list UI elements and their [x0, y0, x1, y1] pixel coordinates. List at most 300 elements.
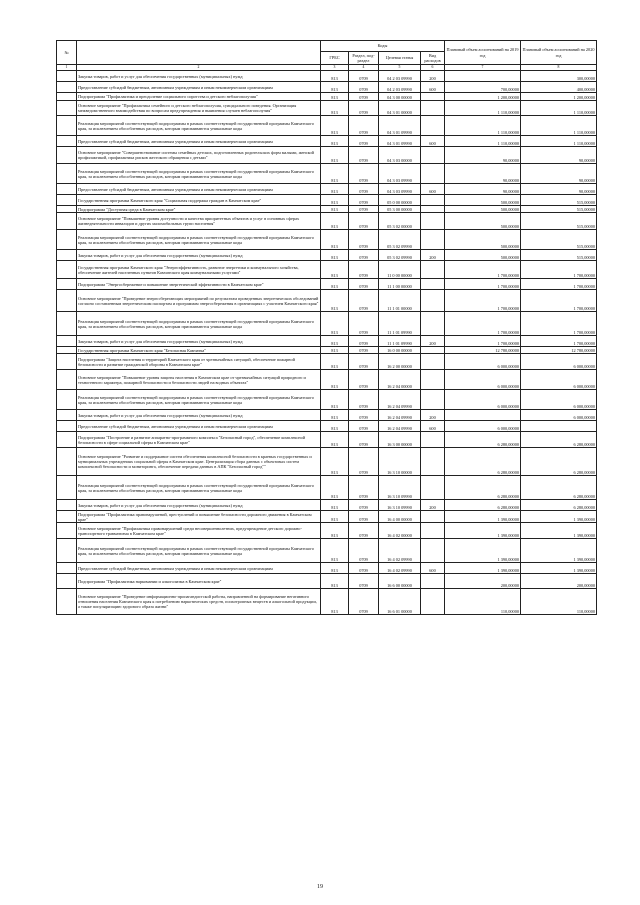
row-name-cell: Основное мероприятие "Повышение уровня доступности и качества приоритетных объектов и услуг в основных сферах жизнедеятельности инвалидов и других маломобильных групп населения" [77, 213, 321, 230]
table-row [57, 261, 597, 279]
row-vid-cell: 600 [421, 136, 445, 147]
row-grbs-cell: 813 [321, 563, 349, 574]
header-codes: Коды [321, 41, 445, 52]
row-target-cell: 04 3 03 09990 [379, 184, 421, 195]
row-number-cell [57, 410, 77, 421]
table-row [57, 290, 597, 312]
row-2020-cell: 400,00000 [521, 82, 597, 93]
row-razdel-cell: 0709 [349, 230, 379, 250]
row-vid-cell [421, 354, 445, 370]
row-target-cell: 05 3 02 09990 [379, 250, 421, 261]
row-grbs-cell: 813 [321, 312, 349, 336]
row-razdel-cell: 0709 [349, 448, 379, 476]
row-razdel-cell: 0709 [349, 93, 379, 101]
row-vid-cell [421, 476, 445, 500]
row-target-cell: 16 4 02 09990 [379, 563, 421, 574]
table-row [57, 432, 597, 448]
row-2019-cell: 6 280,00000 [445, 476, 521, 500]
row-vid-cell: 200 [421, 250, 445, 261]
row-razdel-cell: 0709 [349, 101, 379, 116]
table-row [57, 206, 597, 213]
table-row [57, 523, 597, 539]
row-2020-cell: 1 390,00000 [521, 511, 597, 523]
row-grbs-cell: 813 [321, 261, 349, 279]
row-vid-cell [421, 101, 445, 116]
row-2019-cell: 90,00000 [445, 184, 521, 195]
row-2019-cell: 500,00000 [445, 250, 521, 261]
row-2019-cell: 1 390,00000 [445, 511, 521, 523]
row-name-cell: Основное мероприятие "Профилактика семейного и детского неблагополучия, суицидального поведения. Организация межведомственного взаимодействия по вопросам предупреждения и выявления случаев неблагополучия" [77, 101, 321, 116]
row-vid-cell [421, 147, 445, 164]
row-number-cell [57, 347, 77, 354]
row-2019-cell: 1 700,00000 [445, 290, 521, 312]
row-2019-cell: 110,00000 [445, 589, 521, 615]
row-number-cell [57, 147, 77, 164]
col-index-8: 8 [521, 65, 597, 71]
row-2020-cell: 6 000,00000 [521, 410, 597, 421]
row-grbs-cell: 813 [321, 523, 349, 539]
row-number-cell [57, 432, 77, 448]
row-2019-cell: 1 390,00000 [445, 539, 521, 563]
row-2020-cell: 300,00000 [521, 71, 597, 82]
row-2020-cell: 515,00000 [521, 250, 597, 261]
row-name-cell: Реализация мероприятий соответствующей подпрограммы в рамках соответствующей государственной программы Камчатского края, за исключением обособленных расходов, которым присваиваются уникальные коды [77, 390, 321, 410]
row-vid-cell [421, 93, 445, 101]
row-vid-cell [421, 390, 445, 410]
row-2019-cell: 500,00000 [445, 206, 521, 213]
row-vid-cell [421, 539, 445, 563]
row-2019-cell: 1 700,00000 [445, 312, 521, 336]
row-target-cell: 11 1 00 00000 [379, 279, 421, 290]
table-row [57, 147, 597, 164]
row-2019-cell: 6 000,00000 [445, 354, 521, 370]
row-vid-cell [421, 116, 445, 136]
row-name-cell: Основное мероприятие "Проведение информационно-пропагандистской работы, направленной на формирование негативного отношения населения Камчатского края к потреблению наркотических средств, психотропных веществ и алкогольной продукции, а также популяризацию здорового образа жизни" [77, 589, 321, 615]
row-2020-cell: 90,00000 [521, 147, 597, 164]
row-grbs-cell: 813 [321, 101, 349, 116]
budget-table-sheet [56, 40, 596, 615]
table-row [57, 116, 597, 136]
row-razdel-cell: 0709 [349, 206, 379, 213]
row-grbs-cell: 813 [321, 195, 349, 206]
row-number-cell [57, 448, 77, 476]
table-row [57, 563, 597, 574]
row-razdel-cell: 0709 [349, 250, 379, 261]
row-number-cell [57, 195, 77, 206]
row-grbs-cell: 813 [321, 370, 349, 390]
row-name-cell: Государственная программа Камчатского края "Социальная поддержка граждан в Камчатском крае" [77, 195, 321, 206]
row-target-cell: 16 3 10 09990 [379, 500, 421, 511]
table-row [57, 279, 597, 290]
row-target-cell: 11 1 01 09990 [379, 312, 421, 336]
table-row [57, 476, 597, 500]
row-2019-cell: 6 280,00000 [445, 432, 521, 448]
row-vid-cell [421, 432, 445, 448]
row-target-cell: 04 3 01 09990 [379, 136, 421, 147]
row-name-cell: Предоставление субсидий бюджетным, автономным учреждениям и иным некоммерческим организациям [77, 421, 321, 432]
row-2020-cell: 12 780,00000 [521, 347, 597, 354]
row-2019-cell: 1 390,00000 [445, 523, 521, 539]
row-name-cell: Реализация мероприятий соответствующей подпрограммы в рамках соответствующей государственной программы Камчатского края, за исключением обособленных расходов, которым присваиваются уникальные коды [77, 539, 321, 563]
row-name-cell: Закупка товаров, работ и услуг для обеспечения государственных (муниципальных) нужд [77, 500, 321, 511]
table-row [57, 136, 597, 147]
row-name-cell: Реализация мероприятий соответствующей подпрограммы в рамках соответствующей государственной программы Камчатского края, за исключением обособленных расходов, которым присваиваются уникальные коды [77, 116, 321, 136]
row-name-cell: Закупка товаров, работ и услуг для обеспечения государственных (муниципальных) нужд [77, 336, 321, 347]
row-vid-cell [421, 279, 445, 290]
col-index-6: 6 [421, 65, 445, 71]
row-2019-cell: 200,00000 [445, 574, 521, 589]
row-number-cell [57, 539, 77, 563]
row-name-cell: Реализация мероприятий соответствующей подпрограммы в рамках соответствующей государственной программы Камчатского края, за исключением обособленных расходов, которым присваиваются уникальные коды [77, 164, 321, 184]
row-2019-cell: 90,00000 [445, 164, 521, 184]
row-target-cell: 05 3 02 09990 [379, 230, 421, 250]
col-index-4: 4 [349, 65, 379, 71]
row-grbs-cell: 813 [321, 336, 349, 347]
table-row [57, 336, 597, 347]
row-2019-cell: 1 700,00000 [445, 279, 521, 290]
row-2020-cell: 1 700,00000 [521, 279, 597, 290]
row-2020-cell: 515,00000 [521, 213, 597, 230]
row-razdel-cell: 0709 [349, 511, 379, 523]
row-grbs-cell: 813 [321, 82, 349, 93]
row-razdel-cell: 0709 [349, 71, 379, 82]
row-name-cell: Основное мероприятие "Проведение энергосберегающих мероприятий по результатам проведенных энергетических обследований согласно составленным энергетическим паспортам и программам энергосбережения в организациях с участием Камчатского края" [77, 290, 321, 312]
row-name-cell: Предоставление субсидий бюджетным, автономным учреждениям и иным некоммерческим организациям [77, 82, 321, 93]
row-number-cell [57, 116, 77, 136]
row-name-cell: Подпрограмма "Профилактика наркомании и алкоголизма в Камчатском крае" [77, 574, 321, 589]
row-number-cell [57, 93, 77, 101]
row-vid-cell [421, 448, 445, 476]
row-target-cell: 16 2 04 09990 [379, 410, 421, 421]
row-razdel-cell: 0709 [349, 312, 379, 336]
row-name-cell: Предоставление субсидий бюджетным, автономным учреждениям и иным некоммерческим организациям [77, 184, 321, 195]
header-target: Целевая статья [379, 52, 421, 65]
table-row [57, 589, 597, 615]
row-razdel-cell: 0709 [349, 184, 379, 195]
row-number-cell [57, 136, 77, 147]
col-index-1: 1 [57, 65, 77, 71]
row-target-cell: 16 6 00 00000 [379, 574, 421, 589]
row-name-cell: Реализация мероприятий соответствующей подпрограммы в рамках соответствующей государственной программы Камчатского края, за исключением обособленных расходов, которым присваиваются уникальные коды [77, 476, 321, 500]
table-row [57, 230, 597, 250]
row-vid-cell: 200 [421, 71, 445, 82]
row-name-cell: Подпрограмма "Профилактика правонарушений, преступлений и повышение безопасности дорожного движения в Камчатском крае" [77, 511, 321, 523]
row-2019-cell: 1 200,00000 [445, 93, 521, 101]
row-grbs-cell: 813 [321, 354, 349, 370]
row-grbs-cell: 813 [321, 410, 349, 421]
row-grbs-cell: 813 [321, 390, 349, 410]
row-vid-cell [421, 230, 445, 250]
table-row [57, 421, 597, 432]
row-vid-cell [421, 589, 445, 615]
table-row [57, 93, 597, 101]
row-name-cell: Закупка товаров, работ и услуг для обеспечения государственных (муниципальных) нужд [77, 410, 321, 421]
row-2019-cell: 6 000,00000 [445, 390, 521, 410]
row-razdel-cell: 0709 [349, 390, 379, 410]
row-razdel-cell: 0709 [349, 523, 379, 539]
row-razdel-cell: 0709 [349, 136, 379, 147]
table-body [57, 71, 597, 615]
header-vid: Вид расходов [421, 52, 445, 65]
header-name [77, 41, 321, 65]
table-row [57, 250, 597, 261]
row-name-cell: Подпрограмма "Защита населения и территорий Камчатского края от чрезвычайных ситуаций, обеспечение пожарной безопасности и развитие гражданской обороны в Камчатском крае" [77, 354, 321, 370]
row-vid-cell: 200 [421, 336, 445, 347]
row-number-cell [57, 336, 77, 347]
row-name-cell: Реализация мероприятий соответствующей подпрограммы в рамках соответствующей государственной программы Камчатского края, за исключением обособленных расходов, которым присваиваются уникальные коды [77, 312, 321, 336]
row-number-cell [57, 354, 77, 370]
row-vid-cell: 600 [421, 563, 445, 574]
row-number-cell [57, 574, 77, 589]
table-row [57, 195, 597, 206]
row-grbs-cell: 813 [321, 539, 349, 563]
row-2020-cell: 1 110,00000 [521, 101, 597, 116]
table-row [57, 511, 597, 523]
row-2020-cell: 6 000,00000 [521, 354, 597, 370]
table-row [57, 354, 597, 370]
row-grbs-cell: 813 [321, 164, 349, 184]
row-2020-cell: 515,00000 [521, 195, 597, 206]
row-2019-cell: 6 280,00000 [445, 500, 521, 511]
row-vid-cell [421, 511, 445, 523]
row-razdel-cell: 0709 [349, 421, 379, 432]
row-2020-cell: 515,00000 [521, 206, 597, 213]
row-number-cell [57, 511, 77, 523]
row-number-cell [57, 71, 77, 82]
row-vid-cell [421, 523, 445, 539]
row-2019-cell: 90,00000 [445, 147, 521, 164]
row-2020-cell: 1 390,00000 [521, 523, 597, 539]
row-2019-cell [445, 410, 521, 421]
row-name-cell: Предоставление субсидий бюджетным, автономным учреждениям и иным некоммерческим организациям [77, 136, 321, 147]
row-number-cell [57, 370, 77, 390]
row-target-cell: 04 2 03 09990 [379, 82, 421, 93]
row-2020-cell: 6 280,00000 [521, 432, 597, 448]
row-number-cell [57, 206, 77, 213]
row-2020-cell [521, 421, 597, 432]
row-razdel-cell: 0709 [349, 116, 379, 136]
row-grbs-cell: 813 [321, 476, 349, 500]
row-razdel-cell: 0709 [349, 164, 379, 184]
col-index-3: 3 [321, 65, 349, 71]
row-grbs-cell: 813 [321, 206, 349, 213]
table-row [57, 213, 597, 230]
row-2019-cell: 500,00000 [445, 213, 521, 230]
row-target-cell: 16 3 10 00000 [379, 448, 421, 476]
row-target-cell: 16 6 01 00000 [379, 589, 421, 615]
row-number-cell [57, 213, 77, 230]
row-grbs-cell: 813 [321, 290, 349, 312]
table-row [57, 71, 597, 82]
row-2019-cell: 12 780,00000 [445, 347, 521, 354]
row-2019-cell: 6 280,00000 [445, 448, 521, 476]
row-target-cell: 16 4 00 00000 [379, 511, 421, 523]
row-grbs-cell: 813 [321, 574, 349, 589]
row-vid-cell [421, 164, 445, 184]
row-name-cell: Основное мероприятие "Совершенствование системы семейных детских, подготовленных родительских форм малыми, женской профилактикой, профилактика рисков жестокого обращения с детьми" [77, 147, 321, 164]
row-vid-cell [421, 312, 445, 336]
row-2019-cell: 1 110,00000 [445, 136, 521, 147]
row-2019-cell: 700,00000 [445, 82, 521, 93]
row-target-cell: 04 3 03 09990 [379, 164, 421, 184]
row-2020-cell: 515,00000 [521, 230, 597, 250]
row-target-cell: 16 3 10 09990 [379, 476, 421, 500]
col-index-2: 2 [77, 65, 321, 71]
row-target-cell: 04 2 03 09990 [379, 71, 421, 82]
row-razdel-cell: 0709 [349, 589, 379, 615]
row-2020-cell: 6 000,00000 [521, 390, 597, 410]
row-target-cell: 04 3 03 00000 [379, 147, 421, 164]
row-target-cell: 16 4 02 09990 [379, 539, 421, 563]
row-target-cell: 16 2 00 00000 [379, 354, 421, 370]
row-vid-cell [421, 261, 445, 279]
row-2019-cell: 1 110,00000 [445, 116, 521, 136]
row-number-cell [57, 184, 77, 195]
row-name-cell: Закупка товаров, работ и услуг для обеспечения государственных (муниципальных) нужд [77, 71, 321, 82]
row-vid-cell: 600 [421, 421, 445, 432]
table-row [57, 101, 597, 116]
row-razdel-cell: 0709 [349, 354, 379, 370]
row-razdel-cell: 0709 [349, 279, 379, 290]
row-vid-cell [421, 213, 445, 230]
row-2019-cell: 6 000,00000 [445, 370, 521, 390]
row-vid-cell [421, 206, 445, 213]
table-row [57, 390, 597, 410]
row-target-cell: 16 2 04 09990 [379, 390, 421, 410]
row-razdel-cell: 0709 [349, 195, 379, 206]
row-number-cell [57, 101, 77, 116]
row-2020-cell: 6 280,00000 [521, 448, 597, 476]
header-razdel: Раздел, под-раздел [349, 52, 379, 65]
row-target-cell: 16 3 00 00000 [379, 432, 421, 448]
row-2019-cell: 1 700,00000 [445, 336, 521, 347]
row-2020-cell: 1 700,00000 [521, 290, 597, 312]
row-name-cell: Основное мероприятие "Профилактика правонарушений среди несовершеннолетних, предупреждение детского дорожно-транспортного травматизма в Камчатском крае" [77, 523, 321, 539]
row-target-cell: 04 3 00 00000 [379, 93, 421, 101]
row-target-cell: 04 3 01 00000 [379, 101, 421, 116]
row-number-cell [57, 164, 77, 184]
row-2019-cell [445, 71, 521, 82]
header-num: № [57, 41, 77, 65]
table-row [57, 82, 597, 93]
row-razdel-cell: 0709 [349, 213, 379, 230]
row-vid-cell [421, 195, 445, 206]
table-row [57, 574, 597, 589]
row-razdel-cell: 0709 [349, 563, 379, 574]
col-index-5: 5 [379, 65, 421, 71]
header-grbs: ГРБС [321, 52, 349, 65]
row-grbs-cell: 813 [321, 448, 349, 476]
row-name-cell: Закупка товаров, работ и услуг для обеспечения государственных (муниципальных) нужд [77, 250, 321, 261]
row-number-cell [57, 290, 77, 312]
row-grbs-cell: 813 [321, 147, 349, 164]
row-grbs-cell: 813 [321, 116, 349, 136]
row-grbs-cell: 813 [321, 71, 349, 82]
row-2020-cell: 1 700,00000 [521, 261, 597, 279]
row-razdel-cell: 0709 [349, 147, 379, 164]
table-row [57, 184, 597, 195]
row-grbs-cell: 813 [321, 250, 349, 261]
row-number-cell [57, 261, 77, 279]
table-row [57, 370, 597, 390]
row-number-cell [57, 563, 77, 574]
row-razdel-cell: 0709 [349, 500, 379, 511]
row-number-cell [57, 230, 77, 250]
row-2020-cell: 6 280,00000 [521, 500, 597, 511]
row-name-cell: Государственная программа Камчатского края "Энергоэффективность, развитие энергетики и коммунального хозяйства, обеспечение жителей населенных пунктов Камчатского края коммунальными услугами" [77, 261, 321, 279]
row-name-cell: Подпрограмма "Построение и развитие аппаратно-программного комплекса "Безопасный город", обеспечение комплексной безопасности в сфере социальной сферы в Камчатском крае" [77, 432, 321, 448]
row-razdel-cell: 0709 [349, 290, 379, 312]
row-target-cell: 16 0 00 00000 [379, 347, 421, 354]
row-2020-cell: 110,00000 [521, 589, 597, 615]
row-razdel-cell: 0709 [349, 336, 379, 347]
row-2019-cell: 500,00000 [445, 195, 521, 206]
row-target-cell: 11 1 01 00000 [379, 290, 421, 312]
row-vid-cell: 600 [421, 184, 445, 195]
row-2020-cell: 1 390,00000 [521, 563, 597, 574]
row-grbs-cell: 813 [321, 93, 349, 101]
row-name-cell: Государственная программа Камчатского края "Безопасная Камчатка" [77, 347, 321, 354]
row-number-cell [57, 500, 77, 511]
row-2020-cell: 6 000,00000 [521, 370, 597, 390]
row-target-cell: 11 0 00 00000 [379, 261, 421, 279]
row-grbs-cell: 813 [321, 511, 349, 523]
row-name-cell: Основное мероприятие "Повышение уровня защиты населения в Камчатском крае от чрезвычайных ситуаций природного и техногенного характера, пожарной безопасности и безопасности людей на водных объектах" [77, 370, 321, 390]
row-name-cell: Реализация мероприятий соответствующей подпрограммы в рамках соответствующей государственной программы Камчатского края, за исключением обособленных расходов, которым присваиваются уникальные коды [77, 230, 321, 250]
row-number-cell [57, 476, 77, 500]
row-2020-cell: 90,00000 [521, 184, 597, 195]
row-razdel-cell: 0709 [349, 82, 379, 93]
row-grbs-cell: 813 [321, 136, 349, 147]
row-name-cell: Основное мероприятие "Развитие и поддержание систем обеспечения комплексной безопасности в краевых государственных и муниципальных учреждениях социальной сферы в Камчатском крае. Централизация сбора данных с объектовых систем комплексной безопасности и мониторинга, обеспечение передачи данных в АПК "Безопасный город"" [77, 448, 321, 476]
row-razdel-cell: 0709 [349, 432, 379, 448]
row-target-cell: 05 3 00 00000 [379, 206, 421, 213]
row-grbs-cell: 813 [321, 184, 349, 195]
row-vid-cell [421, 290, 445, 312]
row-number-cell [57, 312, 77, 336]
table-row [57, 164, 597, 184]
col-index-7: 7 [445, 65, 521, 71]
row-2020-cell: 90,00000 [521, 164, 597, 184]
row-vid-cell [421, 574, 445, 589]
row-2019-cell: 1 390,00000 [445, 563, 521, 574]
row-2020-cell: 1 110,00000 [521, 136, 597, 147]
page-number: 19 [317, 884, 323, 890]
header-2020: Плановый объем ассигнований на 2020 год [521, 41, 597, 65]
table-row [57, 500, 597, 511]
table-row [57, 312, 597, 336]
row-grbs-cell: 813 [321, 230, 349, 250]
row-number-cell [57, 589, 77, 615]
row-grbs-cell: 813 [321, 213, 349, 230]
row-vid-cell [421, 347, 445, 354]
table-row [57, 347, 597, 354]
row-vid-cell: 600 [421, 82, 445, 93]
header-2019: Плановый объем ассигнований на 2019 год [445, 41, 521, 65]
row-2020-cell: 1 390,00000 [521, 539, 597, 563]
row-2020-cell: 1 200,00000 [521, 93, 597, 101]
budget-table [56, 40, 597, 615]
row-2019-cell: 1 110,00000 [445, 101, 521, 116]
row-target-cell: 11 1 01 09990 [379, 336, 421, 347]
row-razdel-cell: 0709 [349, 347, 379, 354]
table-row [57, 539, 597, 563]
row-target-cell: 16 4 02 00000 [379, 523, 421, 539]
row-2019-cell: 6 000,00000 [445, 421, 521, 432]
row-grbs-cell: 813 [321, 589, 349, 615]
row-grbs-cell: 813 [321, 500, 349, 511]
row-name-cell: Подпрограмма "Профилактика и преодоление социального сиротства и детского неблагополучия" [77, 93, 321, 101]
